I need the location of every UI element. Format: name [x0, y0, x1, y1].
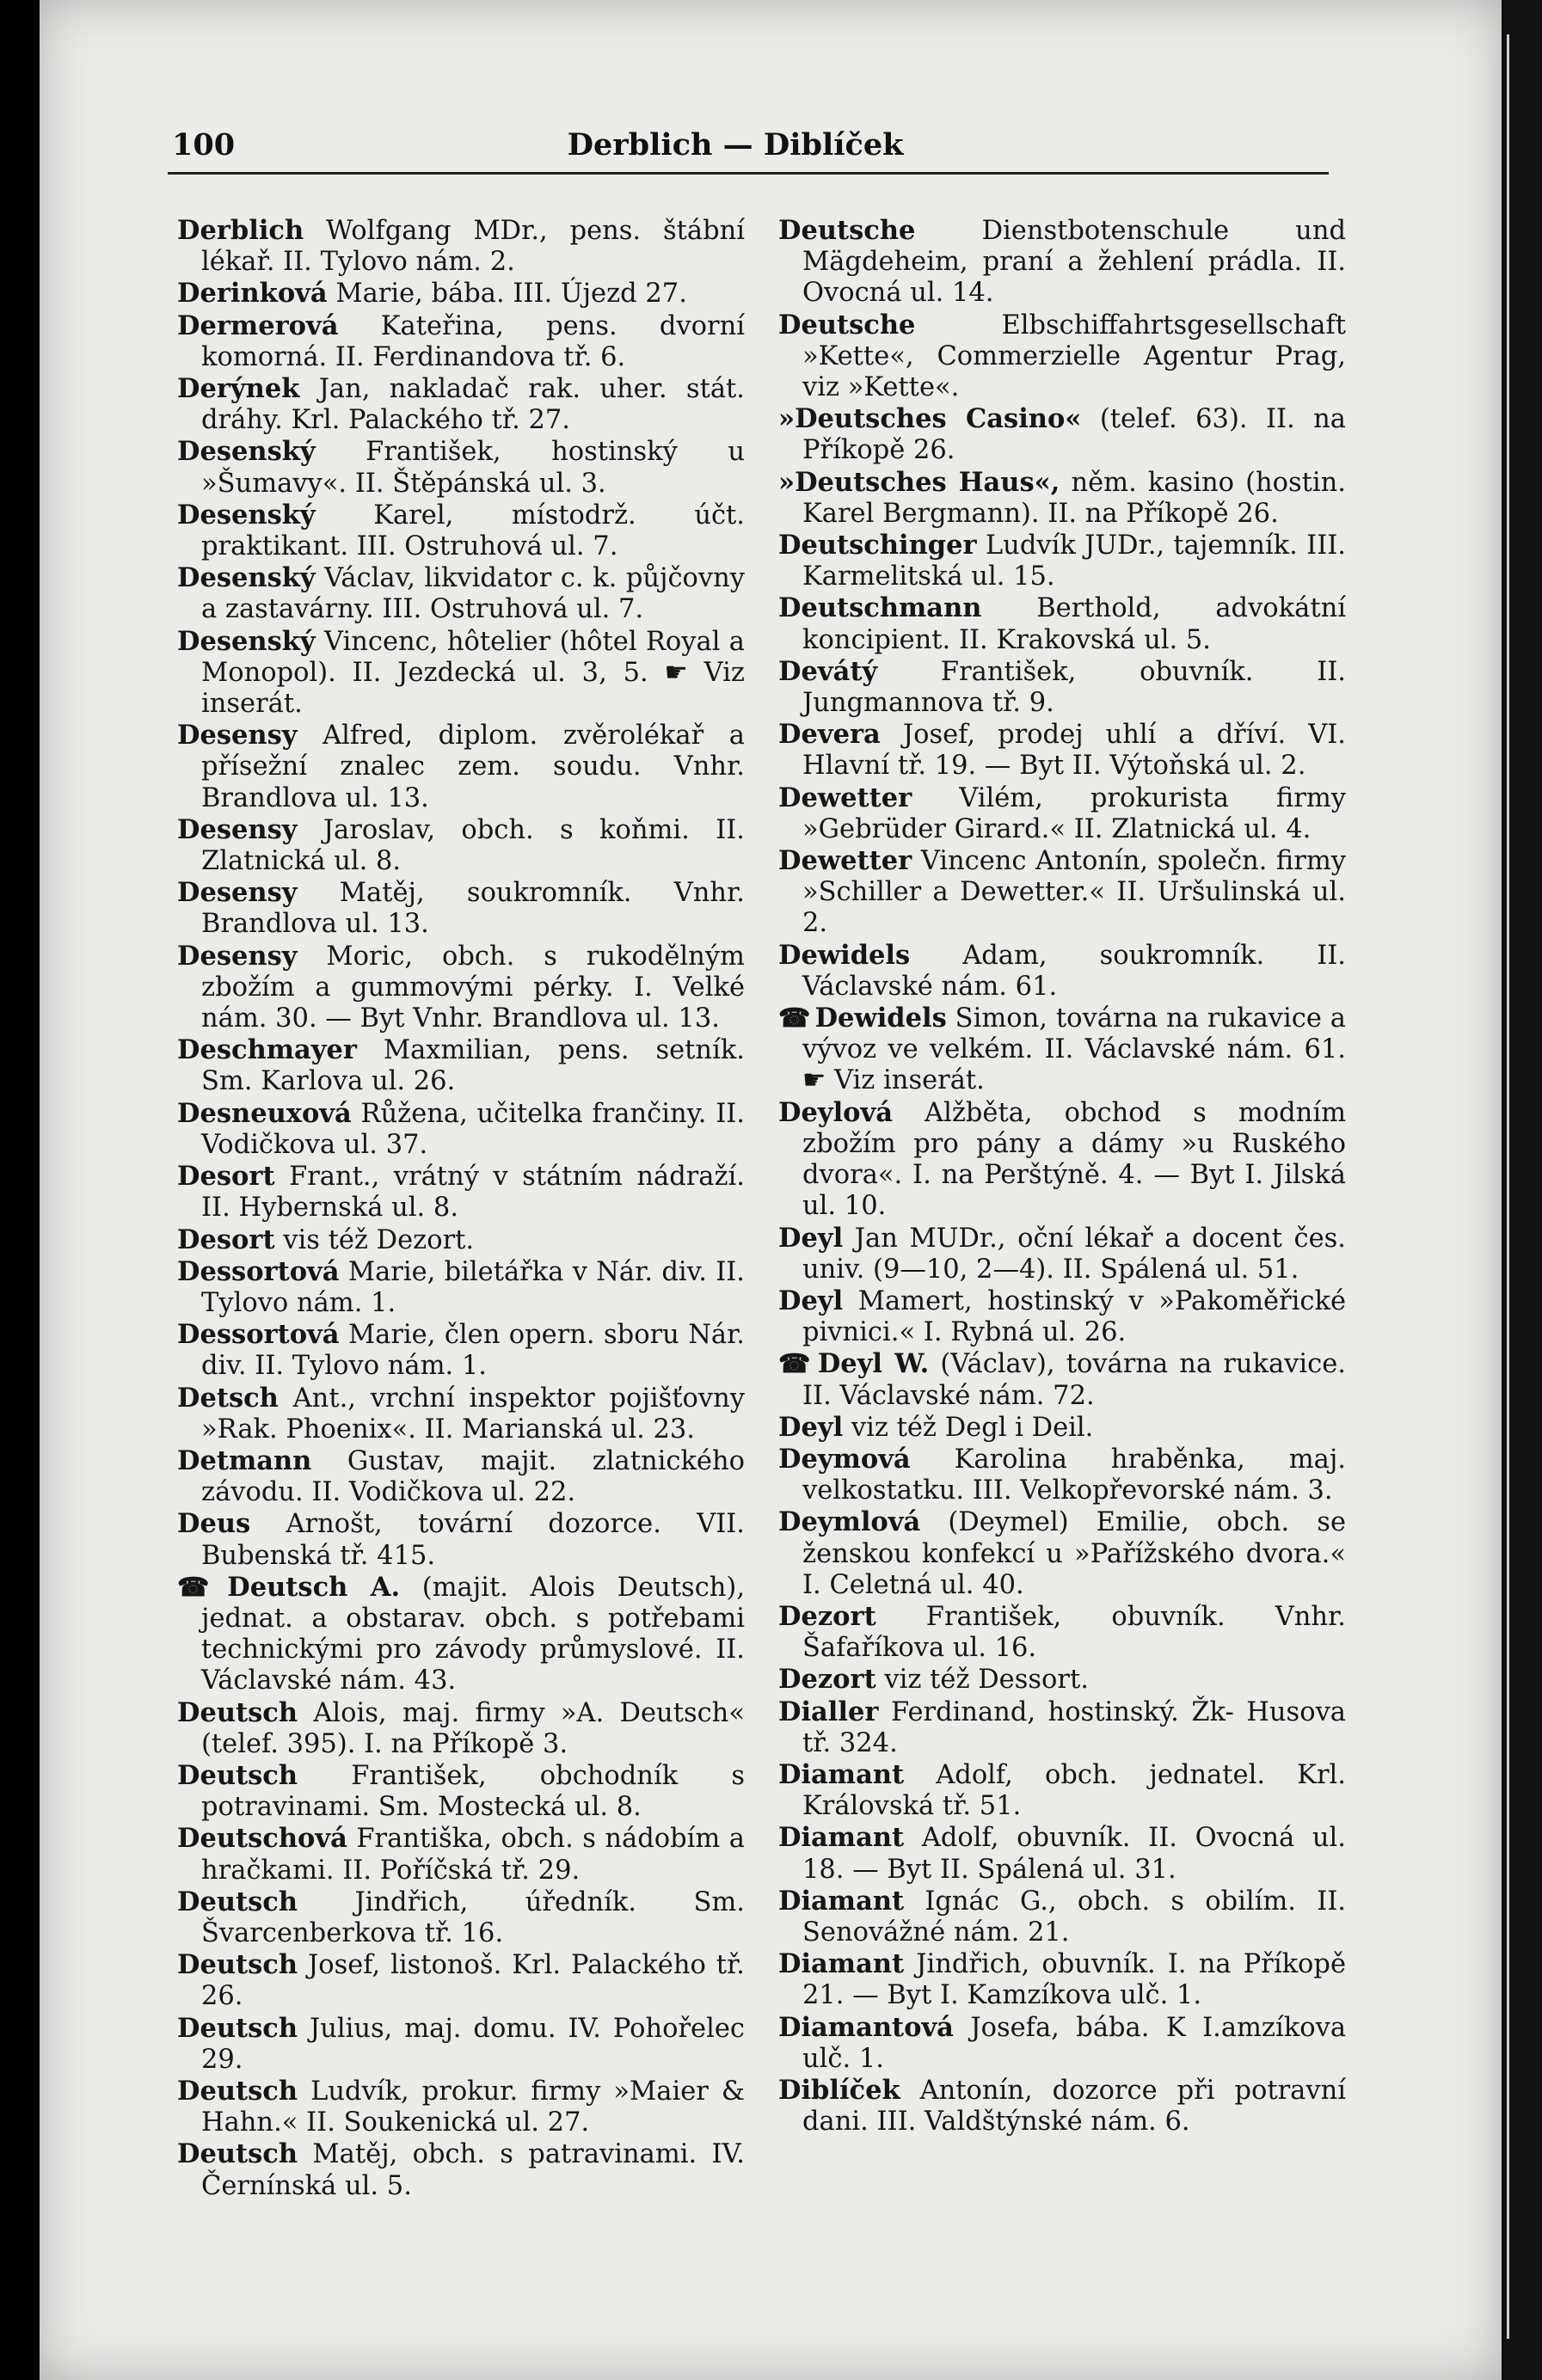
entry-name: Desort	[177, 1161, 275, 1193]
directory-entry	[177, 500, 745, 562]
entry-name: Desort	[177, 1224, 275, 1255]
directory-entry	[778, 1003, 1346, 1097]
directory-entry	[177, 1224, 745, 1256]
directory-entry	[778, 2012, 1346, 2075]
telephone-icon: ☎	[778, 1349, 813, 1380]
entry-details: Jindřich, úředník. Sm. Švarcenberkova tř. 16.	[201, 1886, 745, 1948]
entry-name: Desensy	[177, 877, 298, 909]
entry-name: Derýnek	[177, 373, 300, 405]
entry-details: vis též Dezort.	[283, 1224, 475, 1255]
entry-name: Deylová	[778, 1096, 893, 1128]
entry-name: Diblíček	[778, 2074, 900, 2106]
entry-details: Marie, člen opern. sboru Nár. div. II. Tylovo nám. 1.	[201, 1320, 745, 1382]
entry-details: (Václav), továrna na rukavice. II. Václavské nám. 72.	[802, 1349, 1346, 1411]
directory-entry	[177, 1256, 745, 1319]
directory-entry	[778, 1822, 1346, 1885]
entry-details: Vincenc Antonín, společn. firmy »Schiller a Dewetter.« II. Uršulinská ul. 2.	[802, 846, 1346, 939]
entry-details: Matěj, soukromník. Vnhr. Brandlova ul. 13.	[201, 878, 745, 940]
entry-name: Detmann	[177, 1445, 312, 1476]
entry-name: Deutschmann	[778, 592, 982, 624]
telephone-icon: ☎	[177, 1572, 223, 1603]
directory-entry	[778, 1696, 1346, 1759]
entry-details: Gustav, majit. zlatnického závodu. II. Vodičkova ul. 22.	[201, 1445, 745, 1508]
directory-entry	[177, 1161, 745, 1224]
directory-entry	[778, 1664, 1346, 1696]
directory-entry	[177, 1508, 745, 1571]
entry-name: Deyl	[778, 1411, 844, 1443]
directory-entry	[778, 1097, 1346, 1223]
directory-entry	[778, 215, 1346, 310]
entry-name: Dessortová	[177, 1255, 340, 1287]
entry-details: Berthold, advokátní koncipient. II. Krakovská ul. 5.	[802, 593, 1346, 655]
entry-name: Deutsch	[177, 1696, 298, 1728]
running-head: Derblich — Diblíček	[567, 127, 904, 163]
directory-entry	[177, 278, 745, 310]
directory-entry	[177, 877, 745, 940]
entry-name: Deymlová	[778, 1506, 921, 1538]
directory-entry	[778, 467, 1346, 530]
directory-entry	[177, 1445, 745, 1508]
entry-name: Diamant	[778, 1822, 905, 1854]
entry-details: Marie, bába. III. Újezd 27.	[335, 279, 687, 310]
entry-name: Deutsch	[177, 2075, 298, 2107]
entry-details: Jan, nakladač rak. uher. stát. dráhy. Krl. Palackého tř. 27.	[201, 374, 745, 436]
page-number: 100	[172, 127, 236, 163]
directory-entry	[177, 436, 745, 499]
entry-name: Desenský	[177, 499, 316, 531]
entry-name: Dialler	[778, 1696, 879, 1727]
entry-name: Dewidels	[814, 1003, 947, 1034]
entry-name: Desenský	[177, 562, 316, 594]
directory-entry	[778, 940, 1346, 1003]
directory-entry	[177, 1034, 745, 1097]
directory-entry	[177, 941, 745, 1035]
entry-details: Matěj, obch. s patravinami. IV. Černínská ul. 5.	[201, 2139, 745, 2201]
entry-name: »Deutsches Haus«,	[778, 466, 1060, 498]
entry-name: Dewetter	[778, 845, 912, 877]
directory-entry	[177, 215, 745, 278]
directory-entry	[177, 1697, 745, 1760]
entry-name: Dezort	[778, 1600, 876, 1632]
directory-entry	[778, 403, 1346, 466]
right-column	[778, 215, 1346, 2313]
entry-details: Alois, maj. firmy »A. Deutsch« (telef. 395). I. na Příkopě 3.	[201, 1697, 745, 1759]
entry-details: František, obuvník. Vnhr. Šafaříkova ul. 16.	[802, 1601, 1346, 1664]
entry-name: Desensy	[177, 813, 298, 845]
entry-name: Deymová	[778, 1443, 911, 1475]
directory-entry	[778, 1886, 1346, 1948]
entry-details: (majit. Alois Deutsch), jednat. a obstarav. obch. s potřebami technickými pro závody průmyslové. II. Václavské nám. 43.	[201, 1572, 745, 1696]
entry-name: Deutschinger	[778, 530, 977, 561]
directory-entry	[177, 1383, 745, 1445]
entry-details: viz též Degl i Deil.	[851, 1412, 1094, 1443]
entry-details: Alfred, diplom. zvěrolékař a přísežní znalec zem. soudu. Vnhr. Brandlova ul. 13.	[201, 721, 745, 813]
entry-details: Adolf, obch. jednatel. Krl. Královská tř. 51.	[802, 1759, 1346, 1822]
entry-name: Derinková	[177, 278, 328, 310]
entry-details: Ferdinand, hostinský. Žk- Husova tř. 324.	[802, 1696, 1346, 1758]
entry-name: Deus	[177, 1508, 251, 1540]
entry-name: Diamant	[778, 1758, 905, 1790]
entry-name: Diamant	[778, 1948, 905, 1980]
directory-entry	[778, 782, 1346, 845]
directory-entry	[778, 1348, 1346, 1411]
entry-details: Elbschiffahrtsgesellschaft »Kette«, Commerzielle Agentur Prag, viz »Kette«.	[802, 310, 1346, 403]
directory-entry	[177, 2138, 745, 2201]
directory-entry	[177, 2013, 745, 2076]
directory-entry	[177, 562, 745, 625]
directory-entry	[778, 1444, 1346, 1506]
entry-name: Desenský	[177, 436, 316, 468]
entry-details: Ant., vrchní inspektor pojišťovny »Rak. Phoenix«. II. Marianská ul. 23.	[201, 1383, 745, 1445]
entry-name: Deutsch	[177, 1949, 298, 1981]
directory-entry	[778, 1948, 1346, 2011]
entry-details: Frant., vrátný v státním nádraží. II. Hybernská ul. 8.	[201, 1162, 745, 1224]
entry-name: Dermerová	[177, 310, 339, 341]
entry-name: Desneuxová	[177, 1097, 352, 1129]
entry-name: Devátý	[778, 655, 878, 687]
entry-name: Dezort	[778, 1664, 876, 1696]
entry-name: Deutsch	[177, 2138, 298, 2170]
entry-name: Diamant	[778, 1885, 905, 1917]
directory-entry	[778, 845, 1346, 940]
entry-details: Ignác G., obch. s obilím. II. Senovážné nám. 21.	[802, 1886, 1346, 1948]
directory-entry	[778, 310, 1346, 404]
directory-entry	[177, 310, 745, 373]
directory-entry	[177, 1949, 745, 2012]
entry-details: Julius, maj. domu. IV. Pohořelec 29.	[201, 2013, 745, 2075]
entry-details: Simon, továrna na rukavice a vývoz ve velkém. II. Václavské nám. 61. ☛ Viz inserát.	[802, 1003, 1346, 1096]
entry-name: Deutsch A.	[227, 1571, 401, 1603]
directory-entry	[778, 1223, 1346, 1285]
directory-entry	[778, 1759, 1346, 1822]
entry-name: Derblich	[177, 215, 304, 246]
entry-name: Deutsche	[778, 215, 916, 246]
entry-details: Josef, listonoš. Krl. Palackého tř. 26.	[201, 1950, 745, 2012]
directory-entry	[177, 373, 745, 436]
entry-details: Vilém, prokurista firmy »Gebrüder Girard.« II. Zlatnická ul. 4.	[802, 782, 1346, 844]
entry-details: Kateřina, pens. dvorní komorná. II. Ferdinandova tř. 6.	[201, 310, 745, 372]
directory-entry	[177, 1319, 745, 1382]
entry-details: Moric, obch. s rukodělným zbožím a gummovými pérky. I. Velké nám. 30. — Byt Vnhr. Brandlova ul. 13.	[201, 941, 745, 1034]
entry-name: Deyl	[778, 1285, 844, 1316]
entry-details: Marie, biletářka v Nár. div. II. Tylovo nám. 1.	[201, 1256, 745, 1318]
directory-entry	[778, 592, 1346, 655]
entry-details: něm. kasino (hostin. Karel Bergmann). II. na Příkopě 26.	[802, 467, 1346, 529]
entry-details: (Deymel) Emilie, obch. se ženskou konfekcí u »Pařížského dvora.« I. Celetná ul. 40.	[802, 1507, 1346, 1600]
entry-name: Detsch	[177, 1382, 279, 1414]
entry-details: Josef, prodej uhlí a dříví. VI. Hlavní tř. 19. — Byt II. Výtoňská ul. 2.	[802, 720, 1346, 782]
directory-entry	[778, 1412, 1346, 1444]
entry-details: Jaroslav, obch. s koňmi. II. Zlatnická ul. 8.	[201, 814, 745, 877]
entry-name: Dewidels	[778, 939, 911, 971]
entry-details: Arnošt, tovární dozorce. VII. Bubenská tř. 415.	[201, 1509, 745, 1571]
entry-name: Deschmayer	[177, 1034, 358, 1066]
page-header	[129, 127, 1342, 170]
directory-entry	[778, 1285, 1346, 1348]
entry-name: Diamantová	[778, 2011, 954, 2043]
entry-name: Dessortová	[177, 1319, 340, 1351]
entry-details: Dienstbotenschule und Mägdeheim, praní a žehlení prádla. II. Ovocná ul. 14.	[802, 216, 1346, 309]
entry-name: Deutschová	[177, 1823, 347, 1855]
entry-details: viz též Dessort.	[884, 1665, 1089, 1696]
entry-name: Dewetter	[778, 782, 912, 813]
entry-name: Deutsch	[177, 2012, 298, 2044]
entry-details: Adam, soukromník. II. Václavské nám. 61.	[802, 940, 1346, 1002]
entry-details: Adolf, obuvník. II. Ovocná ul. 18. — Byt II. Spálená ul. 31.	[802, 1823, 1346, 1885]
entry-details: Maxmilian, pens. setník. Sm. Karlova ul. 26.	[201, 1035, 745, 1097]
adjacent-page-edge	[1507, 34, 1509, 2339]
entry-details: Vincenc, hôtelier (hôtel Royal a Monopol). II. Jezdecká ul. 3, 5. ☛ Viz inserát.	[201, 626, 745, 720]
entry-details: Růžena, učitelka frančiny. II. Vodičkova ul. 37.	[201, 1098, 745, 1160]
entry-details: Karel, místodrž. účt. praktikant. III. Ostruhová ul. 7.	[201, 500, 745, 562]
directory-entry	[177, 1886, 745, 1949]
entry-details: Alžběta, obchod s modním zbožím pro pány a dámy »u Ruského dvora«. I. na Perštýně. 4. — Byt I. Jilská ul. 10.	[802, 1097, 1346, 1222]
entry-details: Josefa, bába. K I.amzíkova ulč. 1.	[802, 2012, 1346, 2074]
entry-details: Mamert, hostinský v »Pakoměřické pivnici.« I. Rybná ul. 26.	[802, 1285, 1346, 1348]
directory-entry	[177, 1098, 745, 1161]
entry-details: František, obuvník. II. Jungmannova tř. 9.	[802, 656, 1346, 719]
entry-name: Deutsch	[177, 1759, 298, 1791]
directory-entry	[177, 1760, 745, 1823]
entry-details: František, hostinský u »Šumavy«. II. Štěpánská ul. 3.	[201, 437, 745, 499]
directory-entry	[177, 1823, 745, 1886]
header-rule	[168, 172, 1329, 175]
left-column	[177, 215, 745, 2313]
directory-entry	[177, 1572, 745, 1697]
directory-entry	[177, 720, 745, 814]
entry-details: Ludvík, prokur. firmy »Maier & Hahn.« II. Soukenická ul. 27.	[201, 2076, 745, 2138]
entry-details: Jan MUDr., oční lékař a docent čes. univ. (9—10, 2—4). II. Spálená ul. 51.	[802, 1223, 1346, 1285]
entry-name: Desenský	[177, 625, 316, 657]
directory-entry	[778, 656, 1346, 719]
entry-name: Deyl W.	[817, 1348, 930, 1380]
entry-name: Deutsche	[778, 309, 916, 340]
entry-details: Karolina hraběnka, maj. velkostatku. III. Velkopřevorské nám. 3.	[802, 1444, 1346, 1506]
entry-details: Františka, obch. s nádobím a hračkami. II. Poříčská tř. 29.	[201, 1824, 745, 1886]
telephone-icon: ☎	[778, 1003, 810, 1034]
entry-name: Desensy	[177, 720, 298, 751]
entry-name: Deutsch	[177, 1886, 298, 1917]
directory-entry	[177, 814, 745, 877]
entry-name: Devera	[778, 719, 881, 751]
directory-entry	[778, 719, 1346, 782]
entry-name: »Deutsches Casino«	[778, 403, 1082, 435]
entry-name: Deyl	[778, 1222, 844, 1254]
directory-entry	[778, 1506, 1346, 1601]
entry-details: Antonín, dozorce při potravní dani. III. Valdštýnské nám. 6.	[802, 2075, 1346, 2138]
directory-entry	[778, 1601, 1346, 1664]
directory-entry	[778, 2075, 1346, 2138]
directory-entry	[177, 626, 745, 721]
entry-details: František, obchodník s potravinami. Sm. Mostecká ul. 8.	[201, 1760, 745, 1823]
entry-details: Jindřich, obuvník. I. na Příkopě 21. — Byt I. Kamzíkova ulč. 1.	[802, 1949, 1346, 2011]
entry-name: Desensy	[177, 940, 298, 972]
entry-details: (telef. 63). II. na Příkopě 26.	[802, 404, 1346, 466]
entry-details: Wolfgang MDr., pens. štábní lékař. II. Tylovo nám. 2.	[201, 216, 745, 278]
directory-entry	[177, 2076, 745, 2138]
entry-details: Ludvík JUDr., tajemník. III. Karmelitská ul. 15.	[802, 531, 1346, 592]
entry-details: Václav, likvidator c. k. půjčovny a zastavárny. III. Ostruhová ul. 7.	[201, 563, 745, 625]
directory-entry	[778, 530, 1346, 592]
